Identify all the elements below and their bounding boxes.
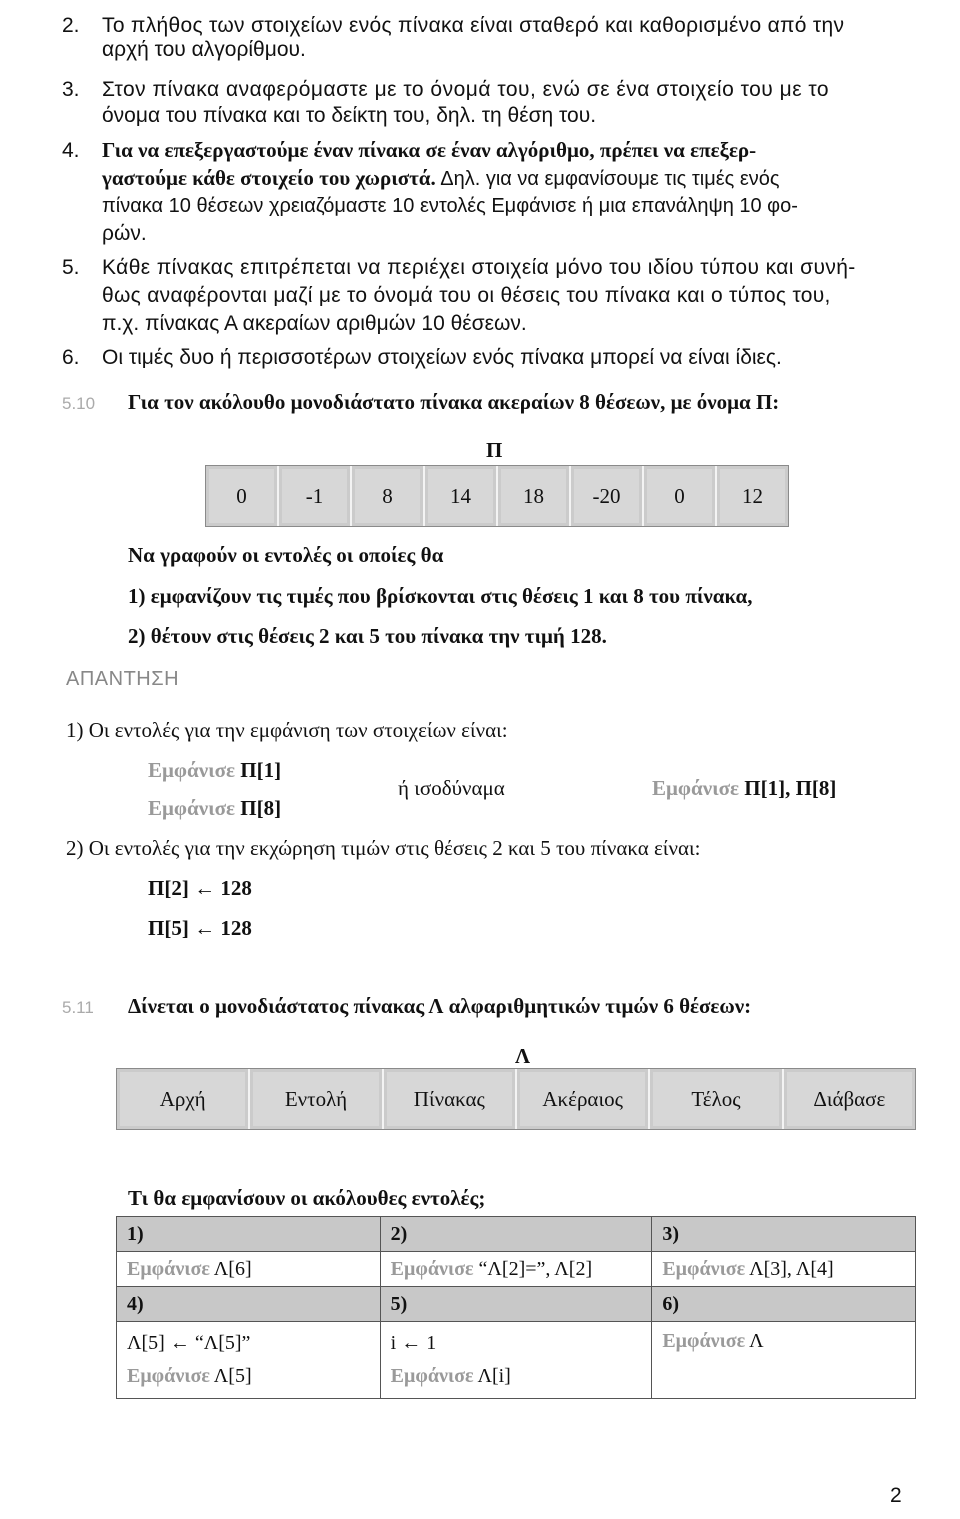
table-cell: Εμφάνισε Λ [652,1322,916,1399]
array-cell: Εντολή [250,1069,383,1129]
table-cell: Εμφάνισε Λ[3], Λ[4] [652,1252,916,1287]
answer-1: 1) Οι εντολές για την εμφάνιση των στοιχείων είναι: [66,718,508,742]
array-cell: Ακέραιος [517,1069,650,1129]
page-number: 2 [890,1484,902,1507]
exercise-prompt: Να γραφούν οι εντολές οι οποίες θα [128,543,444,567]
answer-label: ΑΠΑΝΤΗΣΗ [66,668,180,690]
array-cell: Τέλος [650,1069,783,1129]
array-name-l: Λ [515,1044,531,1068]
assign-2: Π[5] ← 128 [148,916,252,940]
list-item-2: 2. Το πλήθος των στοιχείων ενός πίνακα είναι σταθερό και καθορισμένο από την [62,14,845,37]
list-item-3: 3. Στον πίνακα αναφερόμαστε με το όνομά του, ενώ σε ένα στοιχείο του με το [62,78,830,101]
list-item-2-cont: αρχή του αλγορίθμου. [102,38,306,61]
question: Τι θα εμφανίσουν οι ακόλουθες εντολές; [128,1186,486,1210]
table-cell: Εμφάνισε “Λ[2]=”, Λ[2] [380,1252,652,1287]
table-row [117,1217,916,1252]
exercise-5-11-title: 5.11 Δίνεται ο μονοδιάστατος πίνακας Λ αλφαριθμητικών τιμών 6 θέσεων: [62,994,752,1018]
list-item-4-cont2: πίνακα 10 θέσεων χρειαζόμαστε 10 εντολές Εμφάνισε ή μια επανάληψη 10 φο- [102,195,798,217]
list-item-5: 5. Κάθε πίνακας επιτρέπεται να περιέχει στοιχεία μόνο του ιδίου τύπου και συνή- [62,256,856,279]
array-p [205,465,789,527]
list-item-4: 4. Για να επεξεργαστούμε έναν πίνακα σε έναν αλγόριθμο, πρέπει να επεξερ- [62,138,757,162]
commands-table [116,1216,916,1399]
table-row [117,1287,916,1322]
list-item-6: 6. Οι τιμές δυο ή περισσοτέρων στοιχείων ενός πίνακα μπορεί να είναι ίδιες. [62,346,782,369]
table-cell: Εμφάνισε Λ[6] [117,1252,381,1287]
array-cell: Πίνακας [384,1069,517,1129]
table-row [117,1322,916,1399]
table-cell: 3) [652,1217,916,1252]
array-cell: 0 [206,466,279,526]
array-cell: Αρχή [117,1069,250,1129]
assign-1: Π[2] ← 128 [148,876,252,900]
array-cell: 18 [498,466,571,526]
answer-2: 2) Οι εντολές για την εκχώρηση τιμών στις θέσεις 2 και 5 του πίνακα είναι: [66,836,701,860]
list-item-4-cont: γαστούμε κάθε στοιχείο του χωριστά. Δηλ. για να εμφανίσουμε τις τιμές ενός [102,166,780,190]
command-display-8: Εμφάνισε Π[8] [148,796,282,820]
list-item-3-cont: όνομα του πίνακα και το δείκτη του, δηλ. τη θέση του. [102,104,597,127]
exercise-5-10-title: 5.10 Για τον ακόλουθο μονοδιάστατο πίνακα ακεραίων 8 θέσεων, με όνομα Π: [62,390,780,414]
command-display-1: Εμφάνισε Π[1] [148,758,282,782]
equivalently-text: ή ισοδύναμα [398,776,505,800]
array-cell: -20 [571,466,644,526]
table-cell: 4) [117,1287,381,1322]
array-cell: -1 [279,466,352,526]
table-row [117,1252,916,1287]
list-item-5-cont: θως αναφέρονται μαζί με το όνομά του οι θέσεις του πίνακα και ο τύπος του, [102,284,831,307]
array-cell: 0 [644,466,717,526]
array-cell: 14 [425,466,498,526]
table-cell: 2) [380,1217,652,1252]
array-name-p: Π [486,438,503,462]
list-item-5-cont2: π.χ. πίνακας Α ακεραίων αριθμών 10 θέσεων. [102,312,527,335]
table-cell: 6) [652,1287,916,1322]
table-cell: 5) [380,1287,652,1322]
table-cell: 1) [117,1217,381,1252]
list-item-4-cont3: ρών. [102,222,147,245]
array-l [116,1068,916,1130]
command-display-combined: Εμφάνισε Π[1], Π[8] [652,776,837,800]
array-cell: Διάβασε [784,1069,915,1129]
task-2: 2) θέτουν στις θέσεις 2 και 5 του πίνακα την τιμή 128. [128,624,607,648]
table-cell: Λ[5] ← “Λ[5]” Εμφάνισε Λ[5] [117,1322,381,1399]
array-cell: 8 [352,466,425,526]
task-1: 1) εμφανίζουν τις τιμές που βρίσκονται στις θέσεις 1 και 8 του πίνακα, [128,584,753,608]
array-cell: 12 [717,466,788,526]
table-cell: i ← 1 Εμφάνισε Λ[i] [380,1322,652,1399]
